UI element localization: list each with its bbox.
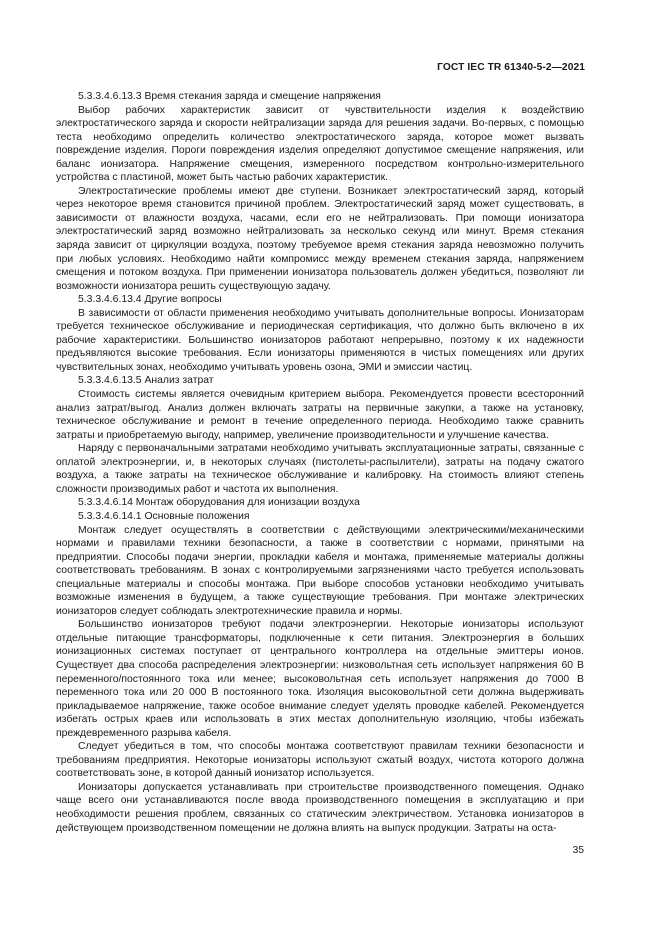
section-heading-5-3-3-4-6-14: 5.3.3.4.6.14 Монтаж оборудования для ионизации воздуха bbox=[78, 497, 360, 509]
paragraph: Ионизаторы допускается устанавливать при строительстве производственного помещения. Однако чаще всего они устанавливаются после ввода производственного помещения в эксплуатацию и при необходимости решения проблем, связанных со статическим электричеством. Установка ионизаторов в действующем производственном помещении не должна влиять на выпуск продукции. Затраты на оста- bbox=[56, 781, 584, 834]
paragraph: Выбор рабочих характеристик зависит от чувствительности изделия к воздействию электростатического заряда и скорости нейтрализации заряда для решения задачи. Во-первых, с помощью теста необходимо определить количество электростатического заряда, которое может вызвать повреждение изделия. Пороги повреждения изделия определяют допустимое смещение напряжения, или баланс ионизатора. Напряжение смещения, измеренного посредством контрольно-измерительного устройства с пластиной, может быть частью рабочих характеристик. bbox=[56, 104, 584, 184]
document-body bbox=[56, 90, 584, 835]
paragraph: Электростатические проблемы имеют две ступени. Возникает электростатический заряд, который через некоторое время становится причиной проблем. Электростатический заряд может существовать, в зависимости от влажности воздуха, часами, если его не нейтрализовать. При помощи ионизатора электростатический заряд возможно нейтрализовать за несколько секунд или минут. Время стекания заряда зависит от циркуляции воздуха, поэтому требуемое время стекания заряда невозможно получить при любых условиях. Необходимо найти компромисс между временем стекания заряда, напряжением смещения и потоком воздуха. При применении ионизатора пользователь должен убедиться, позволяют ли возможности ионизатора решить существующую задачу. bbox=[56, 185, 584, 292]
paragraph: Следует убедиться в том, что способы монтажа соответствуют правилам техники безопасности и требованиям предприятия. Некоторые ионизаторы используют сжатый воздух, чистота которого должна соответствовать зоне, в которой данный ионизатор используется. bbox=[56, 741, 584, 780]
section-heading-5-3-3-4-6-14-1: 5.3.3.4.6.14.1 Основные положения bbox=[78, 510, 250, 522]
section-heading-5-3-3-4-6-13-3: 5.3.3.4.6.13.3 Время стекания заряда и смещение напряжения bbox=[78, 91, 381, 102]
paragraph: Монтаж следует осуществлять в соответствии с действующими электрическими/механическими нормами и правилами техники безопасности, а также в соответствии с нормами, принятыми на предприятии. Способы подачи энергии, прокладки кабеля и монтажа, применяемые материалы должны соответствовать требованиям. В зонах с контролируемыми загрязнениями часто требуется использовать специальные материалы и способы монтажа. При выборе способов установки необходимо учитывать возможные изменения в будущем, а также существующие требования. При монтаже электрических ионизаторов следует соблюдать электротехнические правила и нормы. bbox=[56, 524, 584, 617]
paragraph: Стоимость системы является очевидным критерием выбора. Рекомендуется провести всесторонний анализ затрат/выгод. Анализ должен включать затраты на первичные закупки, а также на установку, техническое обслуживание и ремонт в течение определенного периода. Необходимо также сравнить затраты и приобретаемую выгоду, например, увеличение производительности и улучшение качества. bbox=[56, 389, 584, 441]
section-heading-5-3-3-4-6-13-5: 5.3.3.4.6.13.5 Анализ затрат bbox=[78, 375, 214, 387]
running-header-standard: ГОСТ IEC TR 61340-5-2—2021 bbox=[437, 62, 585, 73]
paragraph: Большинство ионизаторов требуют подачи электроэнергии. Некоторые ионизаторы используют отдельные питающие трансформаторы, подключенные к сети питания. Электроэнергия в больших ионизационных системах поступает от центрального контроллера на отдельные эмиттеры ионов. Существует два способа распределения электроэнергии: низковольтная сеть использует напряжения 60 В переменного/постоянного тока или менее; высоковольтная сеть использует напряжения до 7000 В переменного тока или 20 000 В постоянного тока. Изоляция высоковольтной сети должна выдерживать прикладываемое напряжение, также особое внимание следует уделять проводке кабелей. Рекомендуется избегать острых краев или использовать в этих местах дополнительную изоляцию, чтобы избежать преждевременного разрыва кабеля. bbox=[56, 619, 584, 739]
page-number: 35 bbox=[572, 845, 584, 856]
section-heading-5-3-3-4-6-13-4: 5.3.3.4.6.13.4 Другие вопросы bbox=[78, 294, 222, 306]
paragraph: Наряду с первоначальными затратами необходимо учитывать эксплуатационные затраты, связанные с оплатой электроэнергии, и, в некоторых случаях (пистолеты-распылители), затраты на подачу сжатого воздуха, а также затраты на техническое обслуживание и калибровку. На стоимость влияют степень сложности производимых работ и частота их выполнения. bbox=[56, 443, 584, 495]
paragraph: В зависимости от области применения необходимо учитывать дополнительные вопросы. Ионизаторам требуется техническое обслуживание и периодическая сертификация, что должно быть включено в их рабочие характеристики. Большинство ионизаторов работают непрерывно, поэтому к их надежности предъявляются высокие требования. Если ионизаторы применяются в чистых помещениях или других чувствительных зонах, необходимо учитывать уровень озона, ЭМИ и эмиссии частиц. bbox=[56, 307, 584, 373]
